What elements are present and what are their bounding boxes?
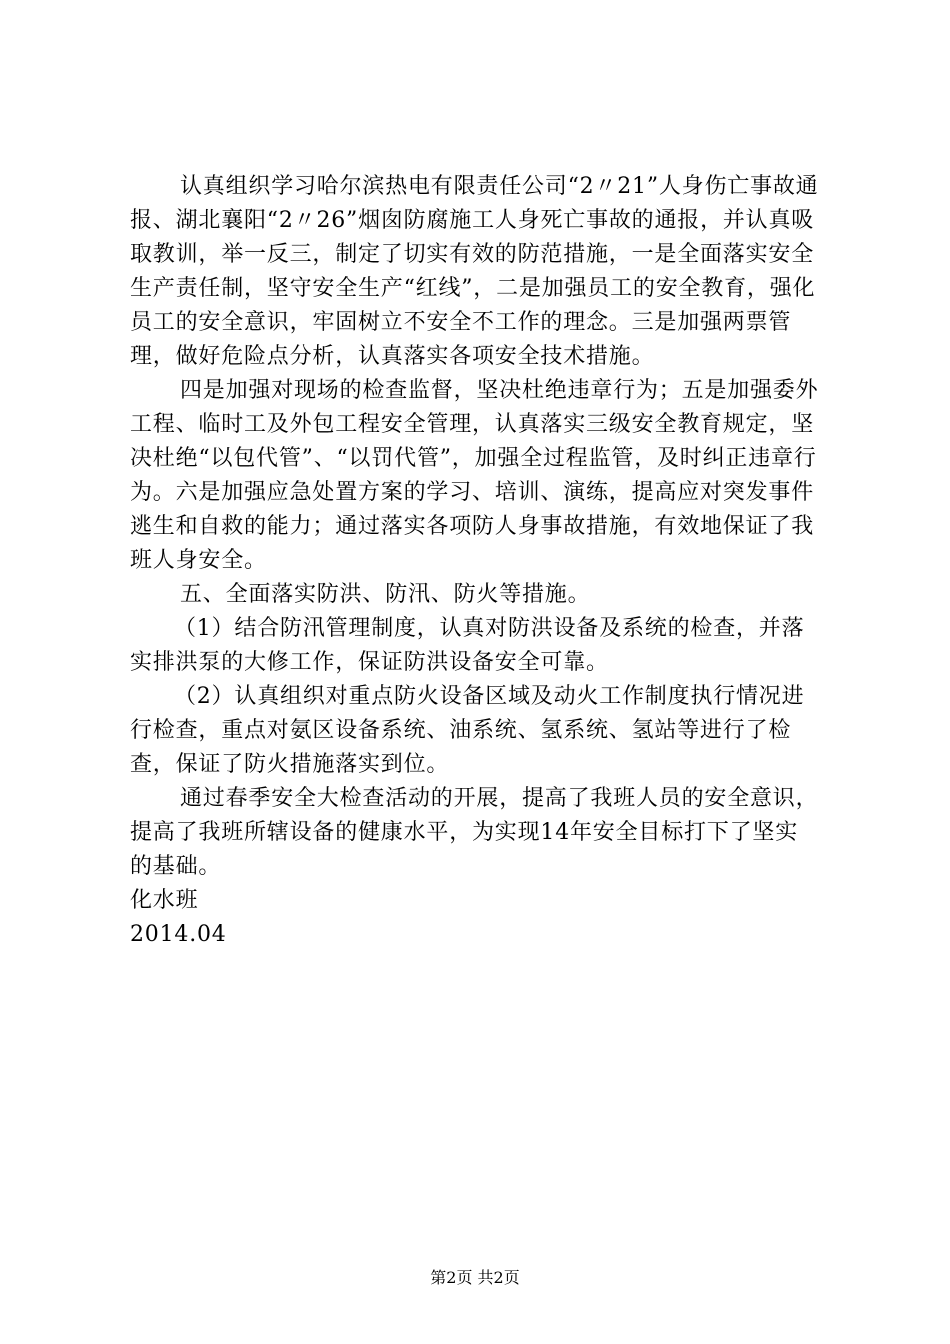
paragraph-site-supervision: 四是加强对现场的检查监督，坚决杜绝违章行为；五是加强委外工程、临时工及外包工程安全管理，认真落实三级安全教育规定，坚决杜绝“以包代管”、“以罚代管”，加强全过程监管，及时纠正违章行为。六是加强应急处置方案的学习、培训、演练，提高应对突发事件逃生和自救的能力；通过落实各项防人身事故措施，有效地保证了我班人身安全。 (130, 378, 819, 573)
paragraph-flood-control: （1）结合防汛管理制度，认真对防洪设备及系统的检查，并落实排洪泵的大修工作，保证防洪设备安全可靠。 (130, 616, 805, 675)
document-body (130, 170, 820, 952)
section-heading-flood-fire: 五、全面落实防洪、防汛、防火等措施。 (180, 582, 591, 607)
signature-team: 化水班 (130, 888, 199, 913)
signature-date: 2014.04 (130, 922, 227, 947)
page-footer (0, 1268, 950, 1288)
paragraph-conclusion: 通过春季安全大检查活动的开展，提高了我班人员的安全意识，提高了我班所辖设备的健康水平，为实现14年安全目标打下了坚实的基础。 (130, 786, 819, 879)
page-indicator: 第2页 共2页 (430, 1268, 520, 1287)
paragraph-fire-prevention: （2）认真组织对重点防火设备区域及动火工作制度执行情况进行检查，重点对氨区设备系统、油系统、氢系统、氢站等进行了检查，保证了防火措施落实到位。 (130, 684, 805, 777)
paragraph-accident-lessons: 认真组织学习哈尔滨热电有限责任公司“2〃21”人身伤亡事故通报、湖北襄阳“2〃26”烟囱防腐施工人身死亡事故的通报，并认真吸取教训，举一反三，制定了切实有效的防范措施，一是全面落实安全生产责任制，坚守安全生产“红线”，二是加强员工的安全教育，强化员工的安全意识，牢固树立不安全不工作的理念。三是加强两票管理，做好危险点分析，认真落实各项安全技术措施。 (130, 174, 819, 369)
